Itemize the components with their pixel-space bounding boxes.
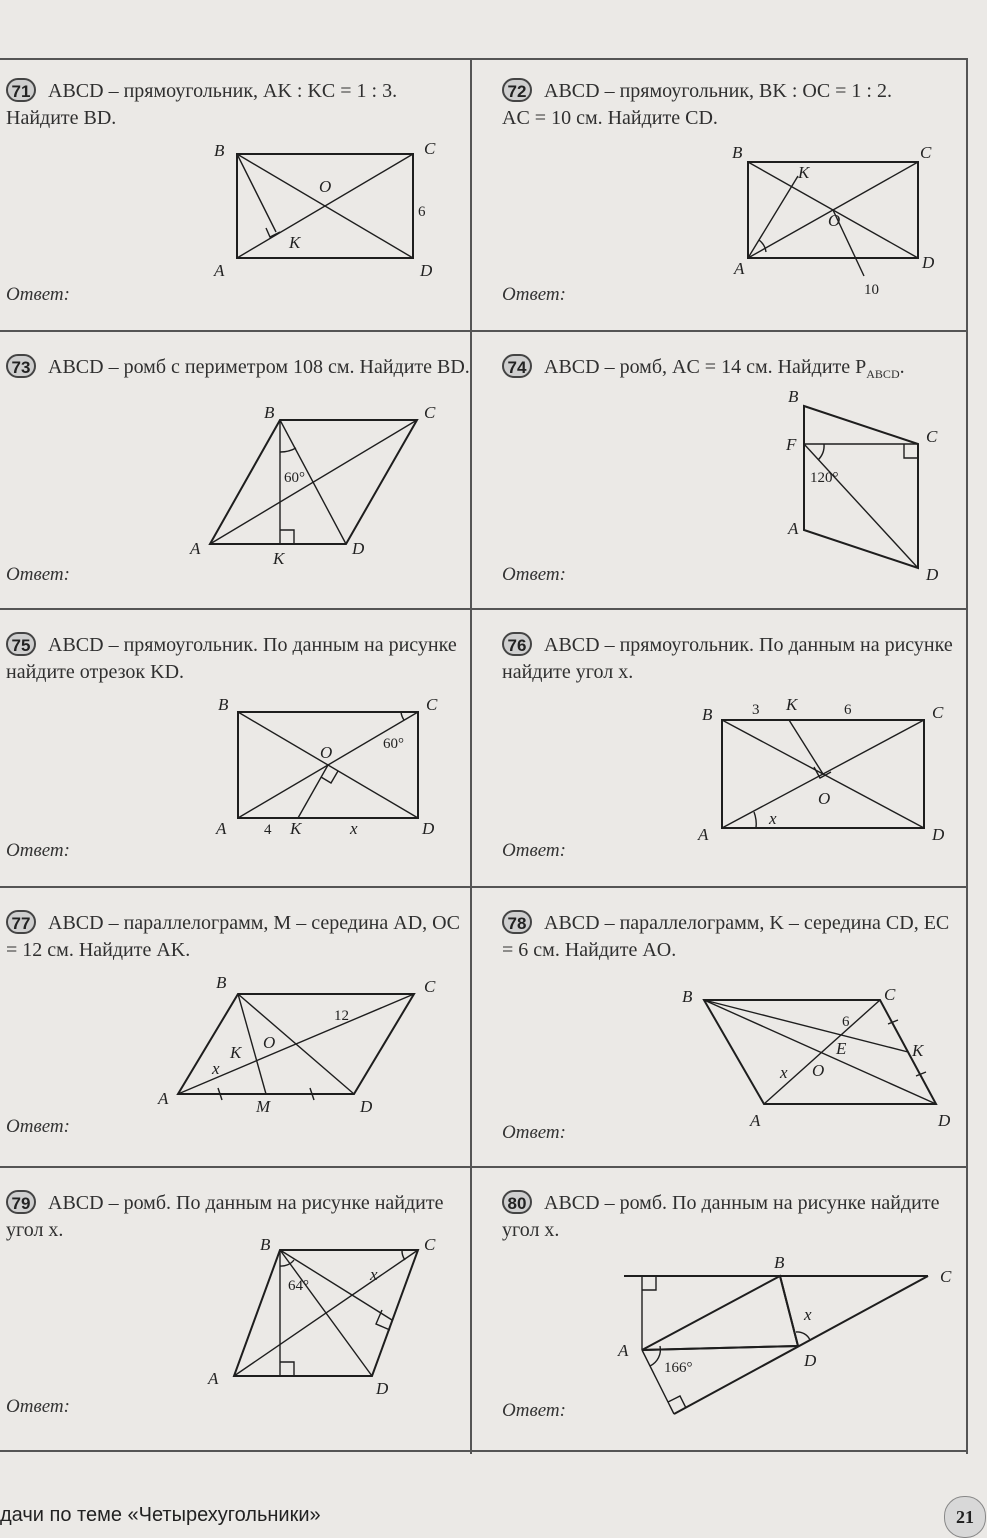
line-ac-extension <box>674 1276 928 1414</box>
right-angle-mark <box>266 228 280 237</box>
side-ad <box>642 1346 798 1350</box>
angle-arc <box>796 1332 810 1340</box>
problem-80 <box>484 1170 964 1446</box>
point-label: F <box>786 435 797 454</box>
diagonal-bd <box>704 1000 936 1104</box>
diagonal-ac <box>764 1000 880 1104</box>
vertex-label: A <box>190 539 201 558</box>
vertex-label: C <box>932 703 944 722</box>
angle-label: 60° <box>284 470 305 486</box>
vertex-label: A <box>734 259 745 278</box>
vertex-label: C <box>426 695 438 714</box>
problem-number: 78 <box>502 910 532 934</box>
vertex-label: B <box>788 387 799 406</box>
point-label: K <box>290 819 302 838</box>
unknown-label: x <box>769 809 777 828</box>
problem-79 <box>0 1170 480 1446</box>
figure-rhombus <box>0 334 480 610</box>
vertex-label: D <box>360 1097 373 1116</box>
angle-label: 120° <box>810 470 839 486</box>
problem-text: ABCD – ромб. По данным на рисунке найдите угол x. <box>502 1192 940 1241</box>
vertex-label: A <box>750 1111 761 1130</box>
unknown-label: x <box>780 1063 788 1082</box>
vertex-label: B <box>264 403 275 422</box>
vertex-label: A <box>214 261 225 280</box>
vertex-label: B <box>732 143 743 162</box>
problem-number: 71 <box>6 78 36 102</box>
angle-arc <box>754 812 756 828</box>
perpendicular-ok <box>298 765 328 818</box>
problem-text: ABCD – ромб с периметром 108 см. Найдите BD. <box>48 356 470 378</box>
vertex-label: C <box>424 1235 436 1254</box>
angle-arc <box>401 712 404 720</box>
vertex-label: A <box>208 1369 219 1388</box>
vertex-label: A <box>216 819 227 838</box>
right-angle-mark <box>642 1276 656 1290</box>
point-label: K <box>289 233 301 252</box>
grid-line <box>0 1166 968 1168</box>
vertex-label: B <box>260 1235 271 1254</box>
length-label: 6 <box>842 1014 850 1030</box>
problem-number: 72 <box>502 78 532 102</box>
length-label: 6 <box>844 702 852 718</box>
figure-parallelogram <box>0 890 480 1166</box>
point-label: K <box>273 549 285 568</box>
vertex-label: C <box>884 985 896 1004</box>
length-label: 10 <box>864 282 879 298</box>
answer-label: Ответ: <box>6 284 70 305</box>
problem-75 <box>0 612 480 888</box>
angle-arc <box>818 444 824 460</box>
vertex-label: B <box>216 973 227 992</box>
problem-71 <box>0 58 480 334</box>
length-label: 12 <box>334 1008 349 1024</box>
point-label: K <box>230 1043 242 1062</box>
segment-bm <box>238 994 266 1094</box>
figure-rhombus <box>0 1170 480 1446</box>
figure-rectangle <box>0 58 480 334</box>
point-label: E <box>836 1039 847 1058</box>
point-label: O <box>828 211 841 230</box>
point-label: O <box>320 743 333 762</box>
point-label: K <box>786 695 798 714</box>
right-angle-mark <box>376 1310 390 1330</box>
problem-77 <box>0 890 480 1166</box>
grid-line <box>0 1450 968 1452</box>
vertex-label: B <box>774 1253 785 1272</box>
answer-label: Ответ: <box>6 840 70 861</box>
angle-arc <box>280 448 296 452</box>
vertex-label: A <box>698 825 709 844</box>
vertex-label: D <box>352 539 365 558</box>
right-angle-mark <box>280 530 294 544</box>
problem-text-subscript: ABCD <box>866 367 900 381</box>
angle-label: 64° <box>288 1278 309 1294</box>
vertex-label: D <box>922 253 935 272</box>
worksheet-grid <box>0 58 968 1454</box>
vertex-label: B <box>218 695 229 714</box>
length-label: 3 <box>752 702 760 718</box>
problem-text: ABCD – прямоугольник, BK : OC = 1 : 2. AC = 10 см. Найдите CD. <box>502 80 892 129</box>
problem-73 <box>0 334 480 610</box>
problem-text: ABCD – прямоугольник, AK : KC = 1 : 3. Найдите BD. <box>6 80 398 129</box>
point-label: O <box>263 1033 276 1052</box>
vertex-label: D <box>376 1379 389 1398</box>
problem-76 <box>484 612 964 888</box>
problem-text-tail: . <box>899 356 905 378</box>
vertex-label: D <box>422 819 435 838</box>
answer-label: Ответ: <box>502 564 566 585</box>
vertex-label: B <box>682 987 693 1006</box>
problem-number: 77 <box>6 910 36 934</box>
problem-78 <box>484 890 964 1166</box>
vertex-label: C <box>920 143 932 162</box>
rhombus-abcd <box>804 406 918 568</box>
vertex-label: C <box>926 427 938 446</box>
problem-text: ABCD – параллелограмм, M – середина AD, OC = 12 см. Найдите AK. <box>6 912 460 961</box>
angle-label: 60° <box>383 736 404 752</box>
problem-number: 75 <box>6 632 36 656</box>
length-label: 6 <box>418 204 426 220</box>
footer-caption: дачи по теме «Четырехугольники» <box>0 1504 321 1526</box>
answer-label: Ответ: <box>502 284 566 305</box>
problem-number: 74 <box>502 354 532 378</box>
point-label: K <box>912 1041 924 1060</box>
point-label: M <box>256 1097 271 1116</box>
angle-arc <box>402 1250 405 1260</box>
point-label: O <box>319 177 332 196</box>
vertex-label: D <box>804 1351 817 1370</box>
right-angle-mark <box>904 444 918 458</box>
vertex-label: A <box>788 519 799 538</box>
segment-bk <box>704 1000 908 1052</box>
problem-text-main: ABCD – ромб, AC = 14 см. Найдите P <box>544 356 867 378</box>
point-label: K <box>798 163 810 182</box>
right-angle-mark <box>280 1362 294 1376</box>
point-label: O <box>818 789 831 808</box>
grid-line <box>966 58 968 1454</box>
answer-label: Ответ: <box>6 564 70 585</box>
problem-number: 76 <box>502 632 532 656</box>
diagonal-bd <box>280 1250 372 1376</box>
vertex-label: A <box>158 1089 169 1108</box>
vertex-label: B <box>702 705 713 724</box>
page-number: 21 <box>944 1496 986 1538</box>
unknown-label: x <box>350 819 358 838</box>
unknown-label: x <box>370 1265 378 1284</box>
side-bd <box>780 1276 798 1346</box>
vertex-label: B <box>214 141 225 160</box>
vertex-label: D <box>926 565 939 584</box>
vertex-label: D <box>420 261 433 280</box>
answer-label: Ответ: <box>502 840 566 861</box>
figure-rectangle <box>0 612 480 888</box>
answer-label: Ответ: <box>6 1116 70 1137</box>
problem-number: 80 <box>502 1190 532 1214</box>
problem-number: 73 <box>6 354 36 378</box>
perpendicular-ko <box>789 720 823 774</box>
vertex-label: D <box>938 1111 951 1130</box>
problem-text: ABCD – ромб. По данным на рисунке найдите угол x. <box>6 1192 444 1241</box>
vertex-label: C <box>424 139 436 158</box>
rhombus-abcd <box>642 1276 798 1350</box>
unknown-label: x <box>804 1305 812 1324</box>
vertex-label: A <box>618 1341 629 1360</box>
problem-number: 79 <box>6 1190 36 1214</box>
problem-74 <box>484 334 964 610</box>
problem-text: ABCD – параллелограмм, K – середина CD, EC = 6 см. Найдите AO. <box>502 912 950 961</box>
angle-label: 166° <box>664 1360 693 1376</box>
vertex-label: D <box>932 825 945 844</box>
problem-72 <box>484 58 964 334</box>
answer-label: Ответ: <box>502 1400 566 1421</box>
problem-text: ABCD – прямоугольник. По данным на рисунке найдите отрезок KD. <box>6 634 457 683</box>
length-label: 4 <box>264 822 272 838</box>
segment-ak <box>748 176 798 258</box>
vertex-label: C <box>424 403 436 422</box>
problem-text: ABCD – прямоугольник. По данным на рисунке найдите угол x. <box>502 634 953 683</box>
point-label: O <box>812 1061 825 1080</box>
vertex-label: C <box>940 1267 952 1286</box>
answer-label: Ответ: <box>502 1122 566 1143</box>
vertex-label: C <box>424 977 436 996</box>
answer-label: Ответ: <box>6 1396 70 1417</box>
unknown-label: x <box>212 1059 220 1078</box>
